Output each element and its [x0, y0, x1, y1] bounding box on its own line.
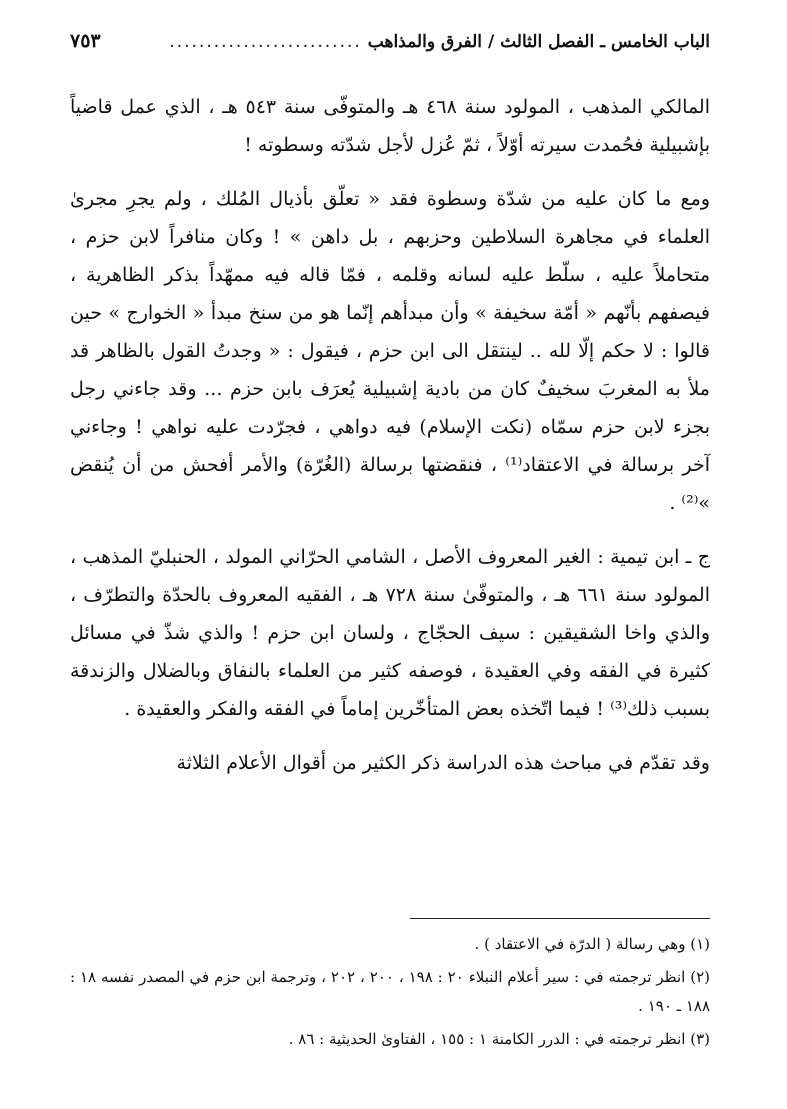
paragraph: المالكي المذهب ، المولود سنة ٤٦٨ هـ والمتوفّى سنة ٥٤٣ هـ ، الذي عمل قاضياً بإشبيلية فحُمدت سيرته أوّلاً ، ثمّ عُزل لأجل شدّته وسطوته ! [70, 96, 710, 156]
chapter-title: الباب الخامس ـ الفصل الثالث / الفرق والمذاهب [367, 32, 710, 52]
paragraph: ومع ما كان عليه من شدّة وسطوة فقد « تعلّق بأذيال المُلك ، ولم يجرِ مجرىٰ العلماء في مجاهرة السلاطين وحزبهم ، بل داهن » ! وكان منافراً لابن حزم ، متحاملاً عليه ، سلّط عليه لسانه وقلمه ، فمّا قاله فيه ممهّداً بذكر الظاهرية ، فيصفهم بأنّهم « أمّة سخيفة » وأن مبدأهم إنّما هو من سنخ مبدأ « الخوارج » حين قالوا : لا حكم إلّا لله .. لينتقل الى ابن حزم ، فيقول : « وجدتُ القول بالظاهر قد ملأ به المغربَ سخيفٌ كان من بادية إشبيلية يُعرَف بابن حزم ... وقد جاءني رجل بجزء لابن حزم سمّاه (نكت الإسلام) فيه دواهي ، فجرّدت عليه نواهي ! وجاءني آخر برسالة في الاعتقاد⁽¹⁾ ، فنقضتها برسالة (الغُرّة) والأمر أفحش من أن يُنقض »⁽²⁾ . [70, 188, 711, 514]
book-page [70, 30, 710, 1090]
page-number: ٧٥٣ [70, 30, 101, 52]
footnote: (١) وهي رسالة ( الدرّة في الاعتقاد ) . [474, 935, 710, 953]
paragraph: ج ـ ابن تيمية : الغير المعروف الأصل ، الشامي الحرّاني المولد ، الحنبليّ المذهب ، المولود سنة ٦٦١ هـ ، والمتوفّىٰ سنة ٧٢٨ هـ ، الفقيه المعروف بالحدّة والتطرّف ، والذي واخا الشقيقين : سيف الحجّاج ، ولسان ابن حزم ! والذي شذّ في مسائل كثيرة في الفقه وفي العقيدة ، فوصفه كثير من العلماء بالنفاق وبالضلال والزندقة بسبب ذلك⁽³⁾ ! فيما اتّخذه بعض المتأخّرين إماماً في الفقه والفكر والعقيدة . [70, 546, 711, 720]
footnote: (٣) انظر ترجمته في : الدرر الكامنة ١ : ١٥٥ ، الفتاوىٰ الحديثية : ٨٦ . [288, 1030, 710, 1048]
paragraph: وقد تقدّم في مباحث هذه الدراسة ذكر الكثير من أقوال الأعلام الثلاثة [176, 752, 710, 774]
leader-dots: .......................... [169, 32, 362, 52]
footnote-divider [410, 918, 710, 919]
footnotes [70, 930, 710, 1058]
footnote: (٢) انظر ترجمته في : سير أعلام النبلاء ٢٠ : ١٩٨ ، ٢٠٠ ، ٢٠٢ ، وترجمة ابن حزم في المصدر نفسه ١٨ : ١٨٨ ـ ١٩٠ . [70, 968, 710, 1015]
main-text [70, 88, 710, 798]
running-header [70, 30, 710, 62]
